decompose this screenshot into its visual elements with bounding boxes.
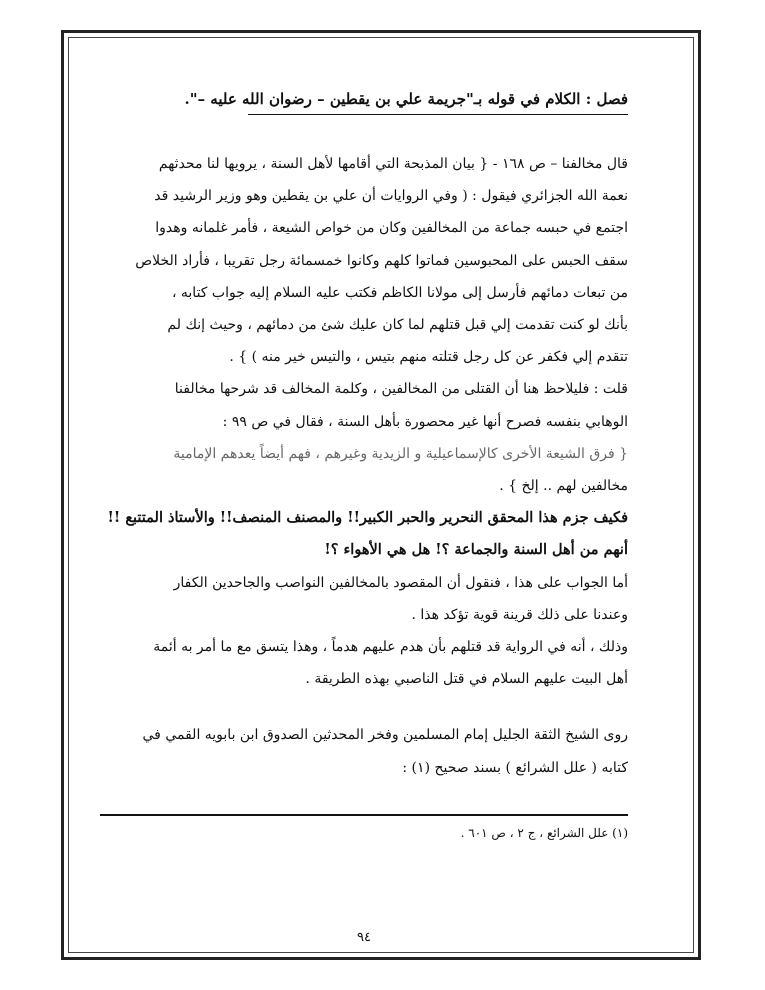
- body-line: أما الجواب على هذا ، فنقول أن المقصود بالمخالفين النواصب والجاحدين الكفار: [173, 574, 628, 591]
- body-line: اجتمع في حبسه جماعة من المخالفين وكان من خواص الشيعة ، فأمر غلمانه وهدوا: [155, 220, 628, 237]
- body-line: قلت : فليلاحظ هنا أن القتلى من المخالفين ، وكلمة المخالف قد شرحها مخالفنا: [174, 381, 628, 398]
- body-text: [100, 148, 628, 784]
- emphasis-line: فكيف جزم هذا المحقق النحرير والحبر الكبير!! والمصنف المنصف!! والأستاذ المتتبع !!: [107, 509, 628, 527]
- body-line: كتابه ( علل الشرائع ) بسند صحيح (١) :: [402, 759, 628, 776]
- body-line: الوهابي بنفسه فصرح أنها غير محصورة بأهل السنة ، فقال في ص ٩٩ :: [222, 413, 628, 430]
- body-line: مخالفين لهم .. إلخ } .: [499, 478, 628, 495]
- paragraph-gap: [100, 695, 628, 719]
- body-line: روى الشيخ الثقة الجليل إمام المسلمين وفخر المحدثين الصدوق ابن بابويه القمي في: [142, 727, 628, 744]
- body-line: تتقدم إلي فكفر عن كل رجل قتلته منهم بتيس ، والتيس خير منه ) } .: [229, 349, 628, 366]
- body-line: من تبعات دمائهم فأرسل إلى مولانا الكاظم فكتب عليه السلام إليه جواب كتابه ،: [171, 284, 628, 301]
- body-line: بأنك لو كنت تقدمت إلي قبل قتلهم لما كان عليك شئ من دمائهم ، وحيث إنك لم: [167, 317, 628, 334]
- title-underline: [248, 114, 628, 115]
- body-line: قال مخالفنا – ص ١٦٨ - { بيان المذبحة التي أقامها لأهل السنة ، يرويها لنا محدثهم: [158, 156, 628, 172]
- body-line: نعمة الله الجزائري فيقول : ( وفي الروايات أن علي بن يقطين وهو وزير الرشيد قد: [154, 188, 628, 205]
- footnote-separator: [100, 814, 628, 816]
- emphasis-line: أنهم من أهل السنة والجماعة ؟! هل هي الأهواء ؟!: [324, 541, 628, 559]
- section-title: فصل : الكلام في قوله بـ"جريمة علي بن يقطين – رضوان الله عليه –".: [184, 90, 628, 108]
- body-line: وذلك ، أنه في الرواية قد قتلهم بأن هدم عليهم هدماً ، وهذا يتسق مع ما أمر به أئمة: [153, 639, 628, 656]
- footnote: (١) علل الشرائع ، ج ٢ ، ص ٦٠١ .: [460, 826, 628, 840]
- body-line: سقف الحبس على المحبوسين فماتوا كلهم وكانوا خمسمائة رجل تقريبا ، فأراد الخلاص: [135, 252, 628, 269]
- body-line: وعندنا على ذلك قرينة قوية تؤكد هذا .: [411, 606, 628, 623]
- body-line: أهل البيت عليهم السلام في قتل الناصبي بهذه الطريقة .: [305, 671, 628, 688]
- page-number: ٩٤: [357, 930, 371, 945]
- quoted-line: { فرق الشيعة الأخرى كالإسماعيلية و الزيدية وغيرهم ، فهم أيضاً يعدهم الإمامية: [173, 445, 628, 462]
